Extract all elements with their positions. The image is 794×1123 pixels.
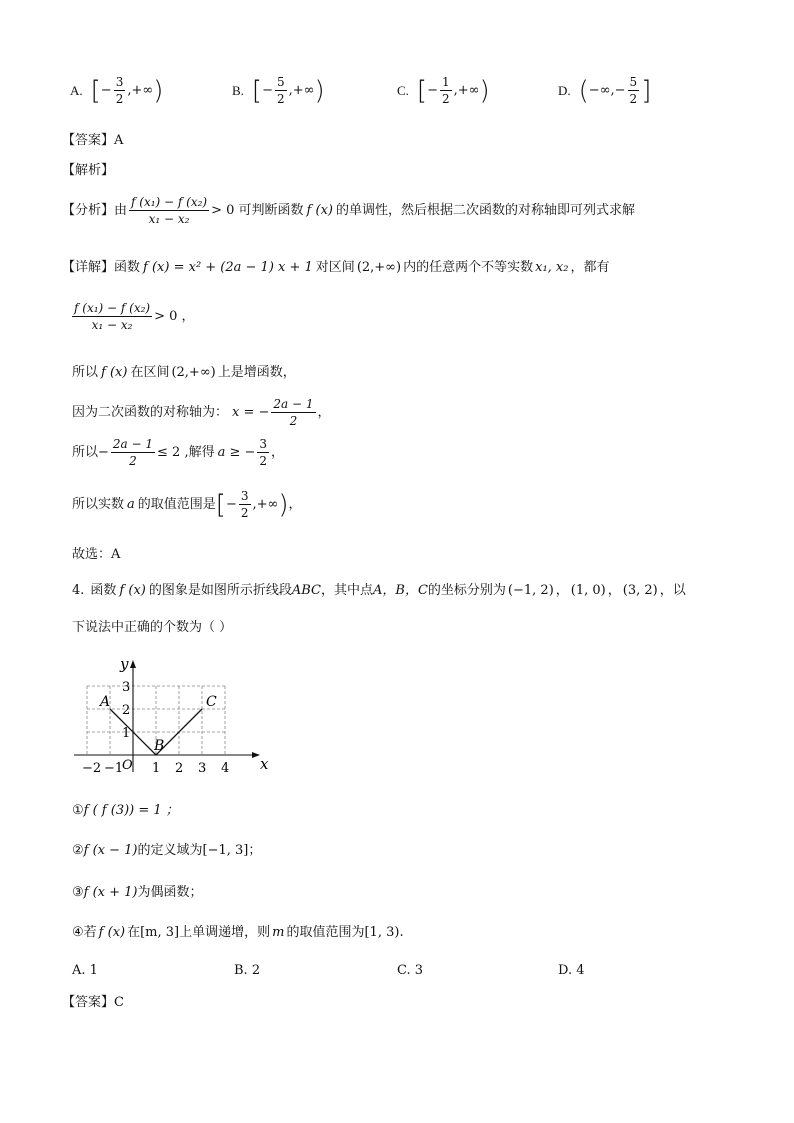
fraction-den: x₁ − x₂ bbox=[148, 212, 190, 226]
axis-line bbox=[72, 398, 331, 427]
statement-mark: ④ bbox=[72, 925, 84, 940]
text: 所以实数 bbox=[72, 497, 125, 512]
option-letter: A. bbox=[72, 963, 86, 978]
statement-1 bbox=[72, 804, 179, 817]
text: 上是增函数， bbox=[217, 365, 296, 380]
text: 上单调递增，则 bbox=[179, 925, 271, 940]
point-label-c: C bbox=[206, 694, 217, 710]
option-letter: D. bbox=[558, 83, 571, 98]
math-interval: [m, 3] bbox=[140, 925, 180, 940]
analysis-tag: 【解析】 bbox=[62, 163, 115, 178]
bracket-close: ) bbox=[314, 75, 325, 106]
option-letter: B. bbox=[232, 83, 244, 98]
y-arrow-icon bbox=[130, 660, 136, 668]
q4-line2: 下说法中正确的个数为（ ） bbox=[72, 620, 233, 635]
math-interval: [−1, 3] bbox=[202, 843, 249, 858]
option-letter: C. bbox=[397, 963, 411, 978]
fraction-den: 2 bbox=[441, 92, 450, 106]
text: 的定义域为 bbox=[137, 843, 203, 858]
math-points: A，B，C bbox=[373, 583, 428, 598]
option-value: 3 bbox=[414, 963, 424, 978]
bracket-open: ( bbox=[578, 75, 589, 106]
text: 的取值范围是 bbox=[137, 497, 216, 512]
fraction-den: 2 bbox=[129, 454, 137, 468]
x-tick: 2 bbox=[175, 761, 184, 776]
bracket-open: [ bbox=[416, 75, 428, 106]
option-letter: C. bbox=[397, 83, 409, 98]
option-value: 1 bbox=[89, 963, 98, 978]
text: 函数 bbox=[114, 260, 141, 275]
math-fx: f (x) bbox=[119, 583, 146, 598]
text: ， bbox=[271, 445, 285, 460]
text: 的图象是如图所示折线段 bbox=[148, 583, 292, 598]
math-vars: x₁, x₂ bbox=[535, 260, 569, 275]
minus-sign: − bbox=[225, 497, 237, 512]
text: 所以 bbox=[72, 365, 99, 380]
fraction bbox=[440, 76, 452, 105]
q4-option-a bbox=[72, 964, 98, 977]
statement-text: f ( f (3)) = 1 ； bbox=[83, 803, 179, 818]
answer-tag: 【答案】 bbox=[62, 995, 115, 1010]
text: > 0 ， bbox=[154, 309, 195, 324]
answer-line-2 bbox=[62, 996, 124, 1009]
math-var: m bbox=[272, 925, 285, 940]
text: 在区间 bbox=[130, 365, 170, 380]
statement-mark: ③ bbox=[72, 885, 84, 900]
fraction-num: 5 bbox=[276, 75, 285, 89]
separator: ， bbox=[555, 583, 569, 598]
math-lhs: x = − bbox=[232, 405, 270, 420]
statement-mark: ② bbox=[72, 843, 84, 858]
inequality-line bbox=[70, 302, 195, 331]
text: 的坐标分别为 bbox=[427, 583, 506, 598]
x-tick: 4 bbox=[221, 761, 230, 776]
q4-option-d bbox=[558, 964, 585, 977]
fraction bbox=[628, 76, 640, 105]
text: ， bbox=[317, 405, 331, 420]
statement-mark: ① bbox=[72, 803, 84, 818]
x-arrow-icon bbox=[252, 752, 260, 758]
minus-sign: − bbox=[427, 83, 438, 98]
interval-tail: ,+∞ bbox=[127, 83, 154, 98]
fraction-num: f (x₁) − f (x₂) bbox=[131, 195, 208, 209]
option-letter: B. bbox=[234, 963, 248, 978]
text: 对区间 bbox=[315, 260, 355, 275]
x-tick: −1 bbox=[104, 761, 124, 776]
coord-c: (3, 2) bbox=[622, 583, 658, 598]
text: ≤ 2 ,解得 bbox=[157, 445, 215, 460]
option-letter: A. bbox=[70, 83, 83, 98]
text: 的单调性，然后根据二次函数的对称轴即可列式求解 bbox=[335, 203, 635, 218]
fraction-den: 2 bbox=[240, 506, 249, 520]
interval-tail: ,+∞ bbox=[288, 83, 315, 98]
statement-2 bbox=[72, 844, 261, 857]
x-tick: 3 bbox=[198, 761, 207, 776]
bracket-open: [ bbox=[90, 75, 101, 106]
text: 的取值范围为 bbox=[286, 925, 365, 940]
option-value: 2 bbox=[251, 963, 261, 978]
fraction bbox=[257, 438, 269, 467]
choice-line: 故选：A bbox=[72, 547, 121, 562]
answer-value: A bbox=[114, 133, 124, 148]
y-label: y bbox=[120, 656, 129, 673]
analysis-line bbox=[62, 196, 635, 225]
fraction-num: f (x₁) − f (x₂) bbox=[74, 301, 151, 315]
q4-option-c bbox=[397, 964, 423, 977]
fraction-num: 3 bbox=[115, 75, 124, 89]
solve-line bbox=[72, 438, 284, 467]
fraction-den: 2 bbox=[289, 414, 298, 428]
fraction-den: 2 bbox=[276, 92, 285, 106]
point-label-b: B bbox=[154, 738, 165, 754]
option-c-prev bbox=[397, 76, 490, 105]
text: 由 bbox=[114, 203, 128, 218]
fraction-den: x₁ − x₂ bbox=[91, 318, 133, 332]
math-abc: ABC bbox=[291, 583, 321, 598]
math-var: a bbox=[127, 497, 135, 512]
option-d-prev bbox=[558, 76, 651, 105]
y-tick: 3 bbox=[122, 680, 131, 695]
x-tick: 1 bbox=[152, 761, 161, 776]
minus-sign: − bbox=[262, 83, 273, 98]
statement-4 bbox=[72, 926, 404, 939]
coord-a: (−1, 2) bbox=[507, 583, 554, 598]
text: ，都有 bbox=[570, 260, 610, 275]
detail-line bbox=[62, 261, 609, 274]
fraction bbox=[129, 196, 209, 225]
fraction-num: 5 bbox=[629, 75, 638, 89]
math-fx: f (x) bbox=[101, 365, 128, 380]
bracket-close: ) bbox=[479, 75, 490, 106]
answer-value: C bbox=[114, 995, 124, 1010]
bracket-open: [ bbox=[251, 75, 263, 106]
minus-sign: − bbox=[100, 83, 112, 98]
question-number: 4. bbox=[72, 583, 85, 598]
bracket-open: [ bbox=[215, 489, 226, 520]
fraction-num: 2a − 1 bbox=[112, 437, 154, 451]
answer-line bbox=[62, 134, 123, 147]
text: 在 bbox=[127, 925, 141, 940]
fraction bbox=[114, 76, 126, 105]
math-fx: f (x) bbox=[306, 203, 333, 218]
text: 内的任意两个不等实数 bbox=[403, 260, 534, 275]
q4-option-b bbox=[234, 964, 260, 977]
fraction-den: 2 bbox=[259, 454, 268, 468]
bracket-close: ) bbox=[278, 489, 289, 520]
increase-line bbox=[72, 366, 296, 379]
bracket-close: ] bbox=[641, 75, 652, 106]
fraction-den: 2 bbox=[629, 92, 638, 106]
fraction bbox=[111, 438, 155, 467]
text: ， bbox=[288, 497, 302, 512]
detail-tag: 【详解】 bbox=[62, 260, 115, 275]
math-interval: (2,+∞) bbox=[356, 260, 402, 275]
fraction-den: 2 bbox=[115, 92, 124, 106]
text: 为偶函数； bbox=[137, 885, 203, 900]
answer-tag: 【答案】 bbox=[62, 133, 115, 148]
interval-tail: ,+∞ bbox=[252, 497, 279, 512]
fraction-num: 3 bbox=[259, 437, 268, 451]
fraction bbox=[72, 302, 152, 331]
text: 因为二次函数的对称轴为： bbox=[72, 405, 229, 420]
option-b-prev bbox=[232, 76, 325, 105]
option-letter: D. bbox=[558, 963, 573, 978]
interval-head: −∞,− bbox=[588, 83, 626, 98]
x-label: x bbox=[260, 755, 269, 773]
fraction-num: 2a − 1 bbox=[273, 397, 314, 411]
math-expr: f (x + 1) bbox=[83, 885, 138, 900]
function-graph bbox=[70, 656, 270, 776]
x-tick: −2 bbox=[82, 761, 102, 776]
math-var: a ≥ − bbox=[217, 445, 256, 460]
text: ； bbox=[248, 843, 262, 858]
fraction bbox=[275, 76, 287, 105]
math-interval: [1, 3) bbox=[364, 925, 400, 940]
origin-label: O bbox=[122, 758, 133, 773]
text: > 0 可判断函数 bbox=[211, 203, 304, 218]
text: ，以 bbox=[659, 583, 686, 598]
math-fx: f (x) bbox=[98, 925, 126, 940]
fenxi-tag: 【分析】 bbox=[62, 203, 115, 218]
option-value: 4 bbox=[576, 963, 585, 978]
y-tick: 1 bbox=[122, 726, 131, 741]
separator: ， bbox=[607, 583, 621, 598]
fraction bbox=[239, 490, 251, 519]
fraction-num: 3 bbox=[240, 489, 249, 503]
math-interval: (2,+∞) bbox=[171, 365, 216, 380]
text: 所以− bbox=[72, 445, 109, 460]
statement-3 bbox=[72, 886, 203, 899]
text: 函数 bbox=[90, 583, 117, 598]
interval-tail: ,+∞ bbox=[453, 83, 480, 98]
text: 若 bbox=[83, 925, 97, 940]
bracket-close: ) bbox=[153, 75, 164, 106]
coord-b: (1, 0) bbox=[570, 583, 606, 598]
fraction-num: 1 bbox=[441, 75, 450, 89]
math-formula: f (x) = x² + (2a − 1) x + 1 bbox=[143, 260, 313, 275]
text: ，其中点 bbox=[321, 583, 374, 598]
q4-line1 bbox=[72, 584, 686, 597]
option-a-prev bbox=[70, 76, 163, 105]
range-line bbox=[72, 490, 302, 519]
point-label-a: A bbox=[100, 694, 111, 710]
math-expr: f (x − 1) bbox=[83, 843, 138, 858]
text: . bbox=[399, 925, 404, 940]
fraction bbox=[271, 398, 315, 427]
y-tick: 2 bbox=[122, 703, 131, 718]
